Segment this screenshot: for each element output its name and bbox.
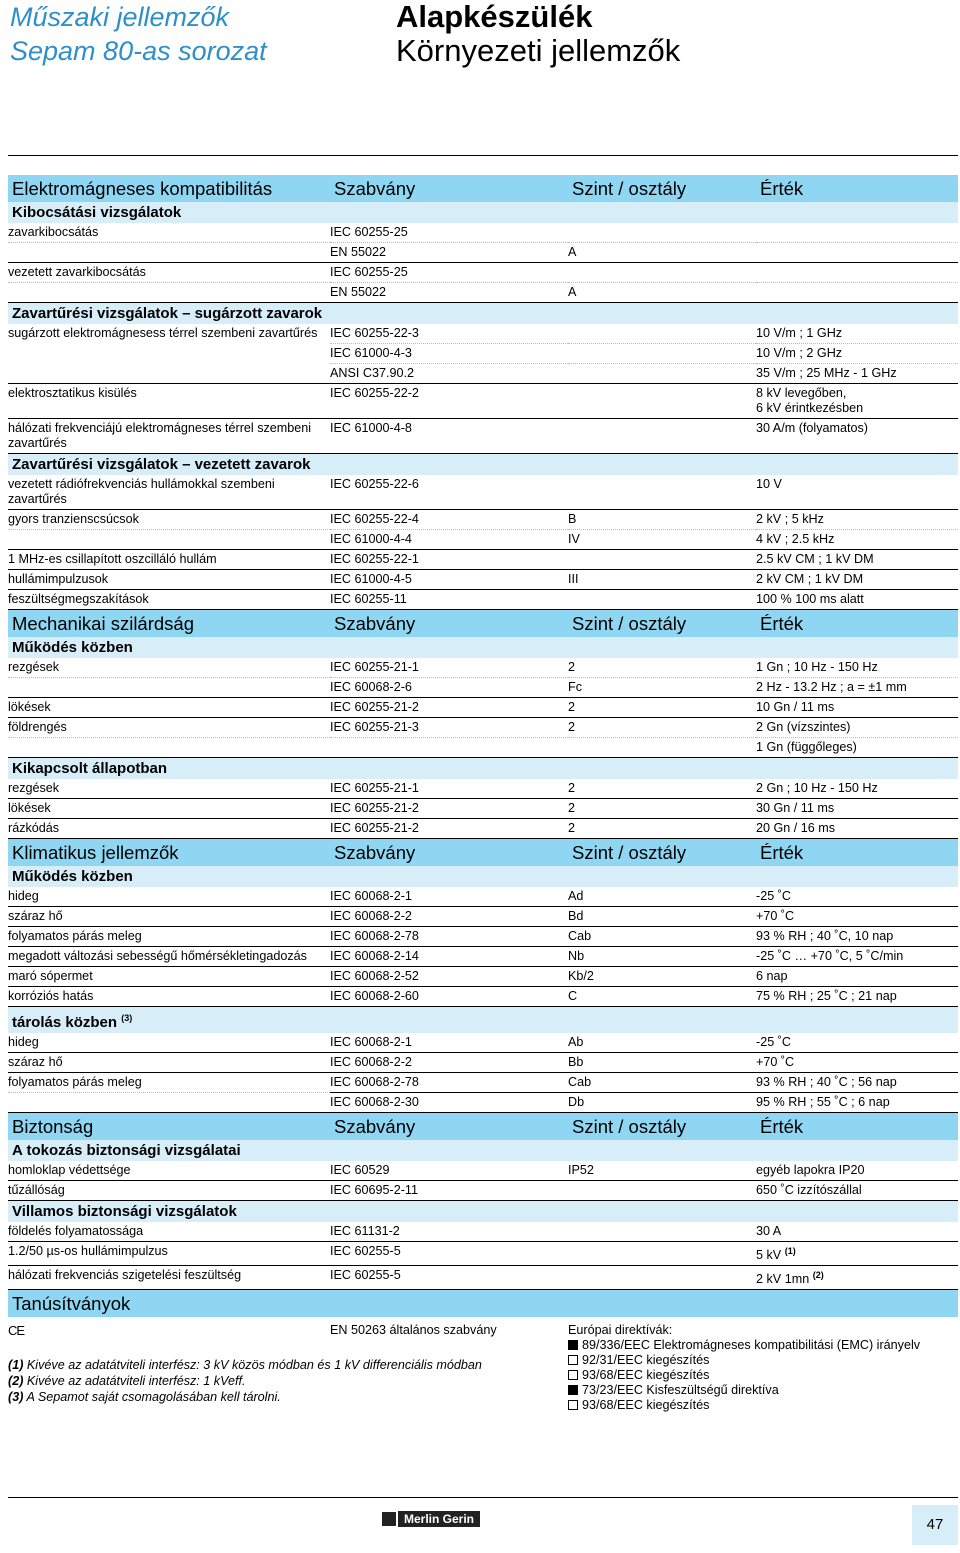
table-row: földelés folyamatossága IEC 61131-2 30 A [8,1222,958,1242]
col-value: Érték [756,839,958,867]
table-row: EN 55022 A [8,243,958,263]
table-row: hideg IEC 60068-2-1 Ad -25 ˚C [8,887,958,907]
col-level: Szint / osztály [568,1113,756,1141]
subsection-header: Kikapcsolt állapotban [8,758,958,780]
header-divider [8,155,958,156]
table-row: hullámimpulzusok IEC 61000-4-5 III 2 kV CM ; 1 kV DM [8,570,958,590]
table-row: zavarkibocsátás IEC 60255-25 [8,223,958,243]
table-row: hideg IEC 60068-2-1 Ab -25 ˚C [8,1033,958,1053]
table-row: rezgések IEC 60255-21-1 2 2 Gn ; 10 Hz - 150 Hz [8,779,958,799]
col-standard: Szabvány [330,1113,568,1141]
ce-mark-icon: CE [8,1323,25,1339]
series-title [10,0,267,68]
spec-table [8,175,958,1415]
section-title: Elektromágneses kompatibilitás [8,175,330,202]
subsection-header: Zavartűrési vizsgálatok – sugárzott zavarok [8,303,958,325]
series-title-line2: Sepam 80-as sorozat [10,36,267,66]
table-row: korróziós hatás IEC 60068-2-60 C 75 % RH ; 25 ˚C ; 21 nap [8,987,958,1007]
table-row: folyamatos párás meleg IEC 60068-2-78 Cab 93 % RH ; 40 ˚C ; 56 nap [8,1073,958,1093]
page-title-main: Alapkészülék [396,0,593,34]
table-row: hálózati frekvenciás szigetelési feszültség IEC 60255-5 2 kV 1mn $^{(2)}$ [8,1266,958,1290]
table-row: ANSI C37.90.2 35 V/m ; 25 MHz - 1 GHz [8,364,958,384]
table-row: gyors tranzienscsúcsok IEC 60255-22-4 B 2 kV ; 5 kHz [8,510,958,530]
empty-square-icon [568,1355,578,1365]
col-value: Érték [756,610,958,638]
table-row: folyamatos párás meleg IEC 60068-2-78 Cab 93 % RH ; 40 ˚C, 10 nap [8,927,958,947]
footnotes [8,1357,482,1405]
list-item: 73/23/EEC Kisfeszültségű direktíva [568,1383,958,1398]
section-title: Mechanikai szilárdság [8,610,330,638]
list-item: 89/336/EEC Elektromágneses kompatibilitási (EMC) irányelv [568,1338,958,1353]
empty-square-icon [568,1400,578,1410]
table-row: EN 55022 A [8,283,958,303]
subsection-header: Működés közben [8,866,958,887]
empty-square-icon [568,1370,578,1380]
table-row: sugárzott elektromágnesess térrel szembeni zavartűrés IEC 60255-22-3 10 V/m ; 1 GHz [8,324,958,344]
table-row: CE EN 50263 általános szabvány Európai direktívák: 89/336/EEC Elektromágneses kompatibilitási (EMC) irányelv 92/31/EEC kiegészítés 93/68/EEC kiegészítés 73/23/EEC Kisfeszültségű direktíva 93/68/EEC kiegészítés [8,1317,958,1415]
table-row: lökések IEC 60255-21-2 2 30 Gn / 11 ms [8,799,958,819]
table-row: tűzállóság IEC 60695-2-11 650 ˚C izzítószállal [8,1181,958,1201]
table-row: földrengés IEC 60255-21-3 2 2 Gn (vízszintes) [8,718,958,738]
table-row: homloklap védettsége IEC 60529 IP52 egyéb lapokra IP20 [8,1161,958,1181]
logo-mark-icon [382,1512,396,1526]
subsection-header: A tokozás biztonsági vizsgálatai [8,1140,958,1161]
col-standard: Szabvány [330,839,568,867]
col-value: Érték [756,175,958,202]
list-item: 92/31/EEC kiegészítés [568,1353,958,1368]
col-standard: Szabvány [330,175,568,202]
table-row: 1.2/50 µs-os hullámimpulzus IEC 60255-5 5 kV $^{(1)}$ [8,1242,958,1266]
page-title [396,0,680,68]
section-title: Klimatikus jellemzők [8,839,330,867]
subsection-header: Villamos biztonsági vizsgálatok [8,1201,958,1223]
table-row: rázkódás IEC 60255-21-2 2 20 Gn / 16 ms [8,819,958,839]
subsection-header: Működés közben [8,637,958,658]
col-level: Szint / osztály [568,839,756,867]
section-header-climatic [8,839,958,867]
brand-name: Merlin Gerin [398,1511,480,1527]
table-row: 1 Gn (függőleges) [8,738,958,758]
section-title: Tanúsítványok [8,1290,958,1318]
subsection-header: tárolás közben $^{(3)}$ [8,1007,958,1034]
directives: Európai direktívák: 89/336/EEC Elektromágneses kompatibilitási (EMC) irányelv 92/31/EEC kiegészítés 93/68/EEC kiegészítés 73/23/EEC Kisfeszültségű direktíva 93/68/EEC kiegészítés [568,1317,958,1415]
section-header-safety [8,1113,958,1141]
brand-logo [382,1511,480,1527]
table-row: elektrosztatikus kisülés IEC 60255-22-2 8 kV levegőben, 6 kV érintkezésben [8,384,958,419]
footnote: (3) A Sepamot saját csomagolásában kell tárolni. [8,1390,281,1404]
table-row: feszültségmegszakítások IEC 60255-11 100 % 100 ms alatt [8,590,958,610]
table-row: lökések IEC 60255-21-2 2 10 Gn / 11 ms [8,698,958,718]
table-row: IEC 60068-2-30 Db 95 % RH ; 55 ˚C ; 6 nap [8,1093,958,1113]
section-header-certification [8,1290,958,1318]
subsection-header: Kibocsátási vizsgálatok [8,202,958,223]
list-item: 93/68/EEC kiegészítés [568,1398,958,1413]
table-row: megadott változási sebességű hőmérsékletingadozás IEC 60068-2-14 Nb -25 ˚C … +70 ˚C, 5 ˚C/min [8,947,958,967]
table-row: IEC 61000-4-3 10 V/m ; 2 GHz [8,344,958,364]
subsection-header: Zavartűrési vizsgálatok – vezetett zavarok [8,454,958,476]
col-standard: Szabvány [330,610,568,638]
table-row: 1 MHz-es csillapított oszcilláló hullám IEC 60255-22-1 2.5 kV CM ; 1 kV DM [8,550,958,570]
footer-divider [8,1497,958,1498]
col-level: Szint / osztály [568,175,756,202]
page-number: 47 [912,1505,958,1545]
table-row: vezetett zavarkibocsátás IEC 60255-25 [8,263,958,283]
section-header-mechanical [8,610,958,638]
table-row: száraz hő IEC 60068-2-2 Bb +70 ˚C [8,1053,958,1073]
filled-square-icon [568,1385,578,1395]
filled-square-icon [568,1340,578,1350]
page-title-sub: Környezeti jellemzők [396,33,681,68]
table-row: száraz hő IEC 60068-2-2 Bd +70 ˚C [8,907,958,927]
table-row: IEC 60068-2-6 Fc 2 Hz - 13.2 Hz ; a = ±1 mm [8,678,958,698]
spec-table-container [8,175,958,1415]
footnote: (1) Kivéve az adatátviteli interfész: 3 kV közös módban és 1 kV differenciális módban [8,1358,482,1372]
section-title: Biztonság [8,1113,330,1141]
table-row: rezgések IEC 60255-21-1 2 1 Gn ; 10 Hz - 150 Hz [8,658,958,678]
table-row: IEC 61000-4-4 IV 4 kV ; 2.5 kHz [8,530,958,550]
table-row: maró sópermet IEC 60068-2-52 Kb/2 6 nap [8,967,958,987]
table-row: hálózati frekvenciájú elektromágneses térrel szembeni zavartűrés IEC 61000-4-8 30 A/m (folyamatos) [8,419,958,454]
col-level: Szint / osztály [568,610,756,638]
section-header-emc [8,175,958,202]
list-item: 93/68/EEC kiegészítés [568,1368,958,1383]
footnote: (2) Kivéve az adatátviteli interfész: 1 kVeff. [8,1374,246,1388]
series-title-line1: Műszaki jellemzők [10,2,230,32]
table-row: vezetett rádiófrekvenciás hullámokkal szembeni zavartűrés IEC 60255-22-6 10 V [8,475,958,510]
col-value: Érték [756,1113,958,1141]
